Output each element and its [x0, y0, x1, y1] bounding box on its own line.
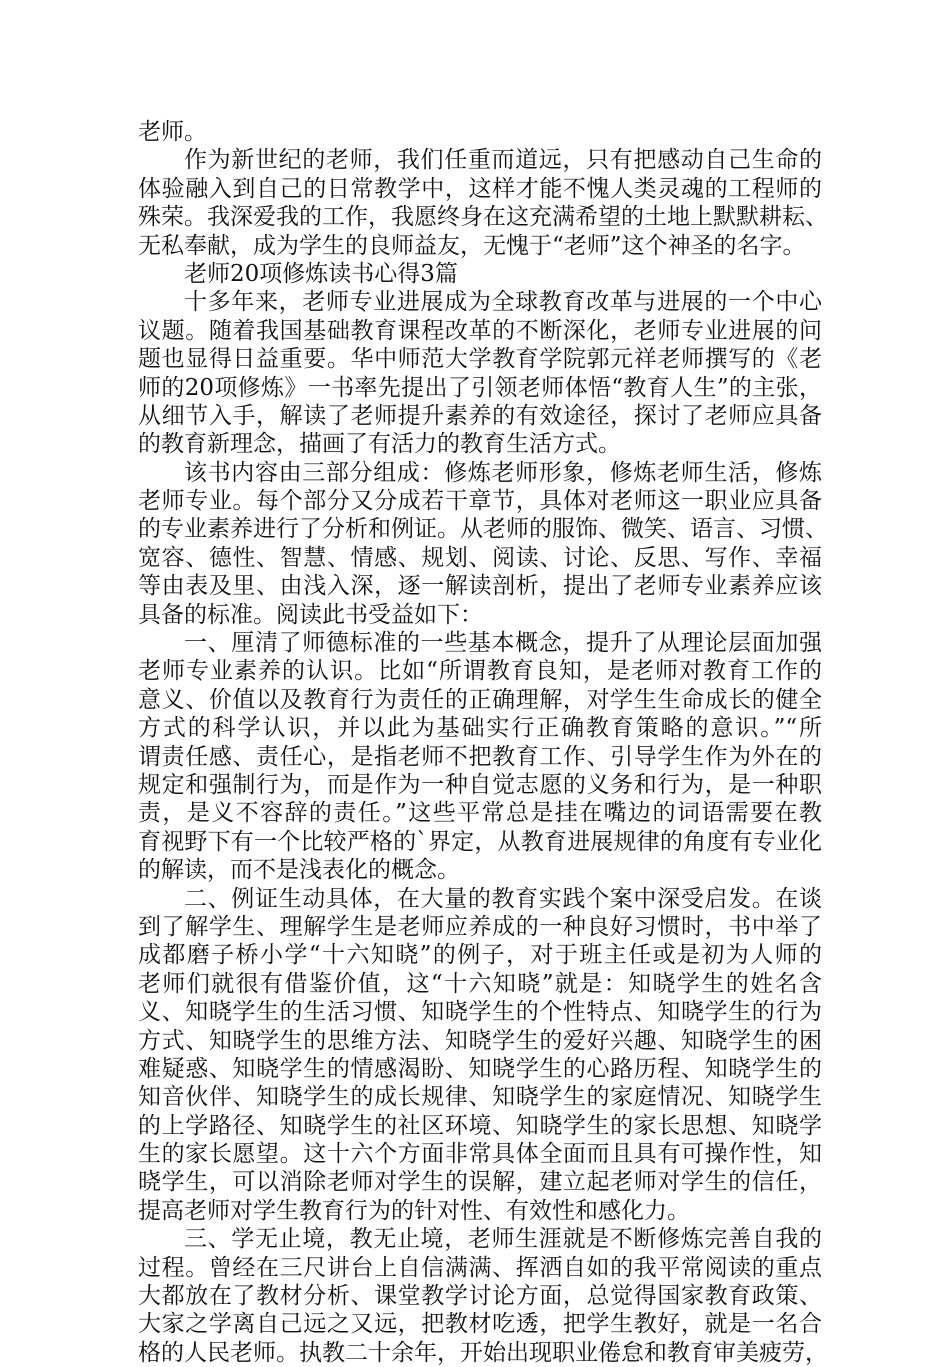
text-line: 体验融入到自己的日常教学中，这样才能不愧人类灵魂的工程师的: [138, 175, 822, 202]
text-line: 格的人民老师。执教二十余年，开始出现职业倦怠和教育审美疲劳，: [138, 1339, 828, 1366]
text-line: 生的家长愿望。这十六个方面非常具体全面而且具有可操作性，知: [138, 1141, 822, 1168]
text-line: 育视野下有一个比较严格的`界定，从教育进展规律的角度有专业化: [138, 828, 822, 855]
text-line: 意义、价值以及教育行为责任的正确理解，对学生生命成长的健全: [138, 686, 822, 713]
text-line: 十多年来，老师专业进展成为全球教育改革与进展的一个中心: [184, 289, 822, 316]
text-line: 的专业素养进行了分析和例证。从老师的服饰、微笑、语言、习惯、: [138, 516, 828, 543]
text-line: 的上学路径、知晓学生的社区环境、知晓学生的家长思想、知晓学: [138, 1112, 822, 1139]
text-line: 议题。随着我国基础教育课程改革的不断深化，老师专业进展的问: [138, 317, 822, 344]
text-line: 提高老师对学生教育行为的针对性、有效性和感化力。: [138, 1197, 690, 1224]
text-line: 难疑惑、知晓学生的情感渴盼、知晓学生的心路历程、知晓学生的: [138, 1055, 822, 1082]
text-line: 大都放在了教材分析、课堂教学讨论方面，总觉得国家教育政策、: [138, 1283, 822, 1310]
text-line: 方式、知晓学生的思维方法、知晓学生的爱好兴趣、知晓学生的困: [138, 1027, 822, 1054]
text-line: 责，是义不容辞的责任。”这些平常总是挂在嘴边的词语需要在教: [138, 800, 822, 827]
text-line: 老师20项修炼读书心得3篇: [184, 260, 458, 287]
document-body: [138, 118, 828, 1367]
text-line: 老师专业。每个部分又分成若干章节，具体对老师这一职业应具备: [138, 488, 822, 515]
text-line: 老师们就很有借鉴价值，这“十六知晓”就是：知晓学生的姓名含: [138, 970, 822, 997]
text-line: 该书内容由三部分组成：修炼老师形象，修炼老师生活，修炼: [184, 459, 822, 486]
text-line: 过程。曾经在三尺讲台上自信满满、挥洒自如的我平常阅读的重点: [138, 1254, 822, 1281]
text-line: 义、知晓学生的生活习惯、知晓学生的个性特点、知晓学生的行为: [138, 999, 822, 1026]
text-line: 成都磨子桥小学“十六知晓”的例子，对于班主任或是初为人师的: [138, 942, 822, 969]
text-line: 知音伙伴、知晓学生的成长规律、知晓学生的家庭情况、知晓学生: [138, 1084, 822, 1111]
text-line: 殊荣。我深爱我的工作，我愿终身在这充满希望的土地上默默耕耘、: [138, 204, 828, 231]
text-line: 老师。: [138, 119, 207, 145]
text-line: 晓学生，可以消除老师对学生的误解，建立起老师对学生的信任，: [138, 1169, 822, 1196]
text-line: 从细节入手，解读了老师提升素养的有效途径，探讨了老师应具备: [138, 402, 822, 429]
text-line: 作为新世纪的老师，我们任重而道远，只有把感动自己生命的: [184, 147, 822, 174]
text-line: 规定和强制行为，而是作为一种自觉志愿的义务和行为，是一种职: [138, 771, 822, 798]
text-line: 师的20项修炼》一书率先提出了引领老师体悟“教育人生”的主张，: [138, 374, 822, 401]
text-line: 的教育新理念，描画了有活力的教育生活方式。: [138, 431, 621, 458]
text-line: 谓责任感、责任心，是指老师不把教育工作、引导学生作为外在的: [138, 743, 822, 770]
text-line: 到了解学生、理解学生是老师应养成的一种良好习惯时，书中举了: [138, 913, 822, 940]
text-line: 宽容、德性、智慧、情感、规划、阅读、讨论、反思、写作、幸福: [138, 544, 822, 571]
text-line: 老师专业素养的认识。比如“所谓教育良知，是老师对教育工作的: [138, 658, 822, 685]
text-line: 具备的标准。阅读此书受益如下：: [138, 601, 483, 628]
text-line: 题也显得日益重要。华中师范大学教育学院郭元祥老师撰写的《老: [138, 346, 822, 373]
text-line: 二、例证生动具体，在大量的教育实践个案中深受启发。在谈: [184, 885, 822, 912]
text-line: 等由表及里、由浅入深，逐一解读剖析，提出了老师专业素养应该: [138, 573, 822, 600]
text-line: 一、厘清了师德标准的一些基本概念，提升了从理论层面加强: [184, 630, 822, 657]
text-line: 无私奉献，成为学生的良师益友，无愧于“老师”这个神圣的名字。: [138, 232, 806, 259]
text-line: 的解读，而不是浅表化的概念。: [138, 857, 460, 884]
text-line: 方式的科学认识，并以此为基础实行正确教育策略的意识。”“所: [138, 715, 822, 742]
text-line: 大家之学离自己远之又远，把教材吃透，把学生教好，就是一名合: [138, 1311, 822, 1338]
text-line: 三、学无止境，教无止境，老师生涯就是不断修炼完善自我的: [184, 1226, 822, 1253]
